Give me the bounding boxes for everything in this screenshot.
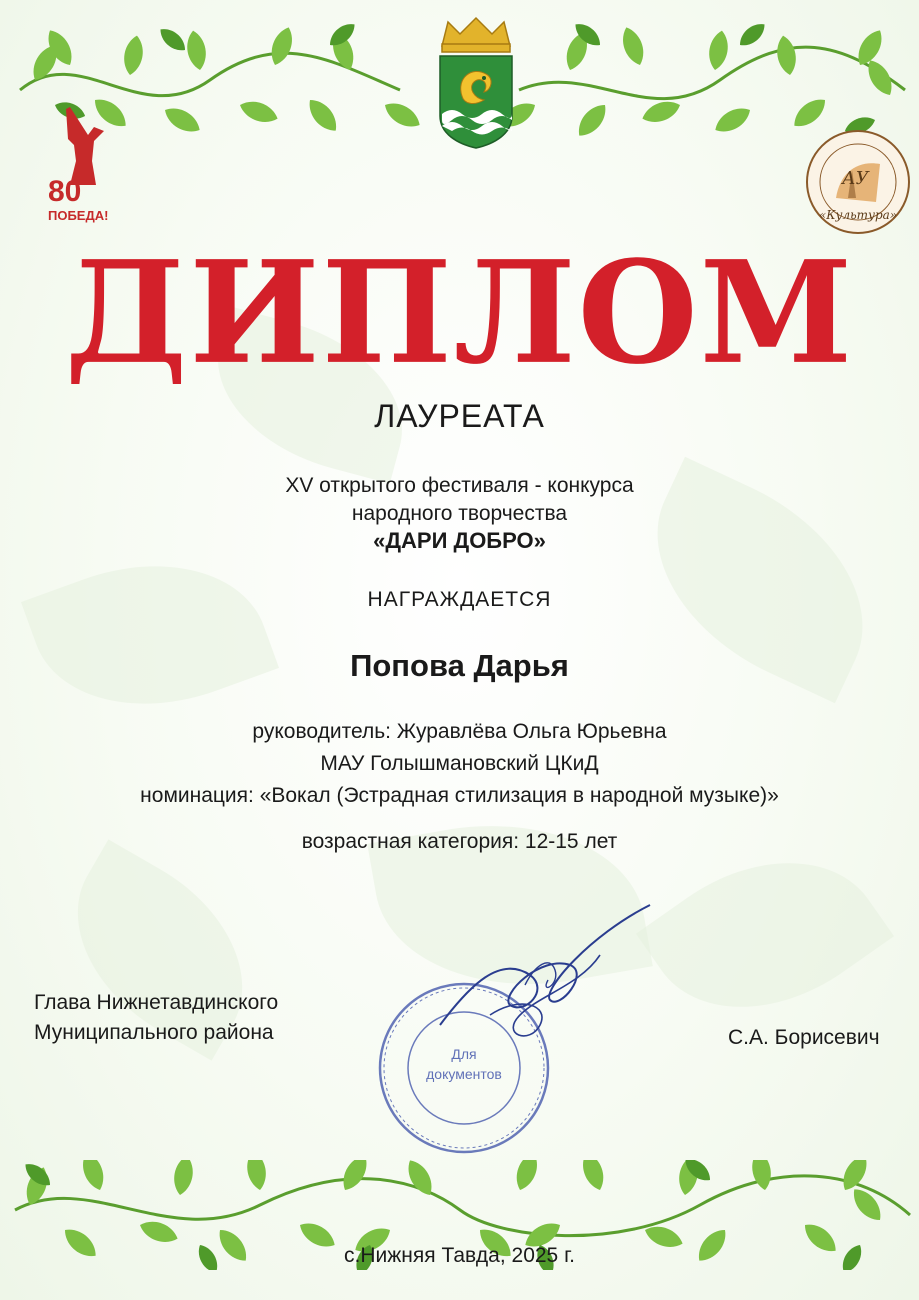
stamp-center-line-1: Для bbox=[451, 1046, 477, 1062]
signatory-position-line-2: Муниципального района bbox=[34, 1021, 274, 1044]
badge-text: ПОБЕДА! bbox=[48, 208, 109, 223]
recipient-name: Попова Дарья bbox=[350, 648, 569, 683]
festival-name: «ДАРИ ДОБРО» bbox=[373, 528, 546, 553]
badge-number: 80 bbox=[48, 175, 82, 208]
emblem-monogram: АУ bbox=[842, 168, 869, 189]
laureate-subtitle: ЛАУРЕАТА bbox=[374, 398, 545, 434]
festival-line-2: народного творчества bbox=[351, 502, 568, 525]
award-details bbox=[0, 716, 919, 812]
festival-line-1: XV открытого фестиваля - конкурса bbox=[285, 474, 634, 497]
signatory-name: С.А. Борисевич bbox=[728, 1026, 880, 1049]
festival-description bbox=[0, 472, 919, 528]
stamp-center-line-2: документов bbox=[426, 1066, 502, 1082]
signatory-position bbox=[34, 988, 278, 1048]
signature-scribble bbox=[430, 895, 660, 1055]
victory-80-badge bbox=[48, 105, 112, 227]
place-and-date: с.Нижняя Тавда, 2025 г. bbox=[343, 1244, 576, 1267]
monument-icon bbox=[48, 105, 112, 185]
age-category: возрастная категория: 12-15 лет bbox=[301, 830, 618, 853]
culture-emblem bbox=[804, 128, 912, 236]
awarded-label: НАГРАЖДАЕТСЯ bbox=[367, 588, 552, 611]
nomination-line: номинация: «Вокал (Эстрадная стилизация в народной музыке)» bbox=[140, 784, 779, 807]
leader-line: руководитель: Журавлёва Ольга Юрьевна bbox=[252, 720, 667, 743]
diploma-title: ДИПЛОМ bbox=[64, 230, 855, 396]
emblem-name: «Культура» bbox=[818, 208, 898, 222]
signatory-position-line-1: Глава Нижнетавдинского bbox=[34, 991, 279, 1014]
coat-of-arms-icon bbox=[434, 16, 518, 150]
institution-line: МАУ Голышмановский ЦКиД bbox=[320, 752, 599, 775]
